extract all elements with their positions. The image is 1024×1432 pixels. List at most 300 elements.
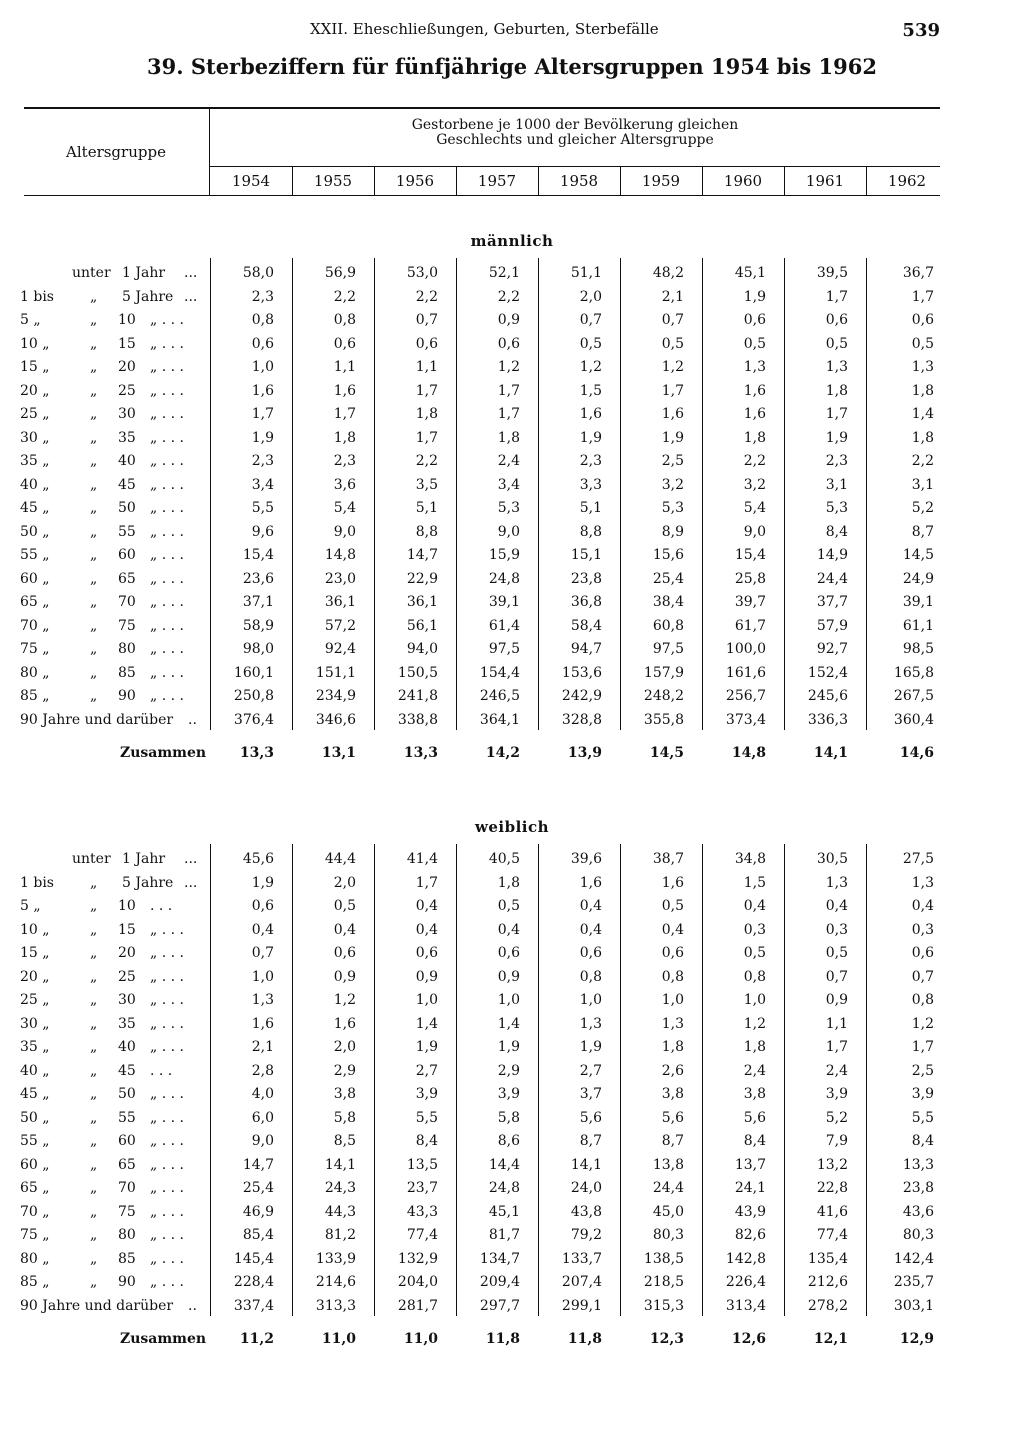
value-cell-1957: 11,8 — [485, 1331, 520, 1347]
value-cell-1956: 11,0 — [403, 1331, 438, 1347]
value-cell-1956: 13,3 — [403, 745, 438, 761]
table-row — [0, 662, 1024, 685]
value-cell-1956: 204,0 — [397, 1274, 438, 1290]
value-cell-1961: 57,9 — [816, 617, 848, 634]
age-group-label — [20, 497, 210, 520]
age-group-label — [20, 427, 210, 450]
leader-dots: „ . . . — [150, 476, 184, 493]
age-from: 80 „ — [20, 1250, 50, 1267]
value-cell-1954: 14,7 — [242, 1156, 274, 1173]
age-from: 50 „ — [20, 523, 50, 540]
value-cell-1959: 3,8 — [661, 1086, 684, 1102]
table-row — [0, 1201, 1024, 1224]
age-from: 5 „ — [20, 312, 41, 328]
year-divider — [784, 167, 785, 195]
value-cell-1955: 57,2 — [324, 617, 356, 634]
value-cell-1957: 5,8 — [497, 1109, 520, 1126]
value-cell-1959: 0,6 — [661, 945, 684, 961]
value-cell-1959: 2,5 — [661, 453, 684, 469]
value-cell-1957: 1,4 — [497, 1015, 520, 1032]
leader-dots: „ . . . — [150, 617, 184, 634]
value-cell-1959: 12,3 — [649, 1331, 684, 1347]
value-cell-1958: 11,8 — [567, 1331, 602, 1347]
value-cell-1956: 0,7 — [415, 312, 438, 328]
value-cell-1955: 0,6 — [333, 945, 356, 961]
year-divider — [456, 167, 457, 195]
value-cell-1961: 0,4 — [825, 898, 848, 914]
age-from: 20 „ — [20, 968, 50, 985]
value-cell-1956: 132,9 — [397, 1250, 438, 1267]
value-cell-1958: 1,6 — [579, 406, 602, 422]
table-row — [0, 1271, 1024, 1294]
value-cell-1958: 8,7 — [579, 1133, 602, 1149]
age-group-label — [20, 356, 210, 379]
value-cell-1954: 3,4 — [251, 476, 274, 493]
age-to: 70 — [118, 594, 136, 610]
value-cell-1958: 153,6 — [561, 664, 602, 681]
value-cell-1955: 0,9 — [333, 968, 356, 985]
value-cell-1956: 1,1 — [415, 359, 438, 375]
value-cell-1957: 81,7 — [488, 1227, 520, 1243]
value-cell-1958: 36,8 — [570, 594, 602, 610]
page-number: 539 — [902, 20, 940, 41]
value-cell-1960: 0,5 — [743, 335, 766, 352]
value-cell-1962: 1,4 — [911, 406, 934, 422]
value-cell-1955: 14,8 — [324, 547, 356, 563]
value-cell-1962: 267,5 — [893, 688, 934, 704]
value-cell-1956: 94,0 — [406, 641, 438, 657]
value-cell-1957: 364,1 — [479, 711, 520, 728]
value-cell-1955: 234,9 — [315, 688, 356, 704]
leader-dots: „ . . . — [150, 688, 184, 704]
value-cell-1962: 27,5 — [902, 851, 934, 867]
age-group-label — [20, 262, 210, 285]
leader-dots: „ . . . — [150, 500, 184, 516]
value-cell-1955: 214,6 — [315, 1274, 356, 1290]
value-cell-1954: 1,6 — [251, 1015, 274, 1032]
age-group-label — [20, 685, 210, 708]
age-from: 20 „ — [20, 382, 50, 399]
value-cell-1961: 336,3 — [807, 711, 848, 728]
leader-dots: „ . . . — [150, 1274, 184, 1290]
leader-dots: ... — [184, 874, 198, 891]
age-from: 85 „ — [20, 688, 50, 704]
value-cell-1958: 14,1 — [570, 1156, 602, 1173]
value-cell-1961: 13,2 — [816, 1156, 848, 1173]
value-cell-1956: 43,3 — [406, 1203, 438, 1220]
value-cell-1955: 24,3 — [324, 1180, 356, 1196]
age-from: 90 Jahre und darüber — [20, 711, 174, 728]
value-cell-1955: 11,0 — [321, 1331, 356, 1347]
value-cell-1960: 0,4 — [743, 898, 766, 914]
age-to: 65 — [118, 1156, 136, 1173]
value-cell-1954: 9,6 — [251, 523, 274, 540]
age-to: 80 — [118, 641, 136, 657]
value-cell-1960: 3,2 — [743, 476, 766, 493]
year-header-1961: 1961 — [805, 172, 845, 190]
value-cell-1955: 1,8 — [333, 429, 356, 446]
age-group-label — [20, 1036, 210, 1059]
value-cell-1962: 0,8 — [911, 992, 934, 1008]
value-cell-1955: 133,9 — [315, 1250, 356, 1267]
age-to: 85 — [118, 1250, 136, 1267]
total-label: Zusammen — [120, 745, 207, 761]
age-from: 30 „ — [20, 429, 50, 446]
value-cell-1956: 3,5 — [415, 476, 438, 493]
value-cell-1957: 154,4 — [479, 664, 520, 681]
value-cell-1958: 133,7 — [561, 1250, 602, 1267]
leader-dots: „ . . . — [150, 312, 184, 328]
value-cell-1955: 44,4 — [324, 851, 356, 867]
age-ditto: „ — [90, 1062, 98, 1079]
value-cell-1955: 1,7 — [333, 406, 356, 422]
age-group-label — [20, 942, 210, 965]
value-cell-1955: 14,1 — [324, 1156, 356, 1173]
value-cell-1959: 5,3 — [661, 500, 684, 516]
age-from: 60 „ — [20, 570, 50, 587]
body-divider — [456, 844, 457, 1316]
value-cell-1962: 13,3 — [902, 1156, 934, 1173]
value-cell-1954: 1,9 — [251, 429, 274, 446]
value-cell-1957: 1,7 — [497, 382, 520, 399]
age-to: 80 — [118, 1227, 136, 1243]
value-cell-1961: 8,4 — [825, 523, 848, 540]
value-cell-1956: 3,9 — [415, 1086, 438, 1102]
value-cell-1955: 0,6 — [333, 335, 356, 352]
value-cell-1954: 85,4 — [242, 1227, 274, 1243]
table-row — [0, 1130, 1024, 1153]
leader-dots: „ . . . — [150, 1086, 184, 1102]
value-cell-1958: 15,1 — [570, 547, 602, 563]
age-from: 30 „ — [20, 1015, 50, 1032]
value-cell-1957: 2,9 — [497, 1062, 520, 1079]
leader-dots: „ . . . — [150, 1180, 184, 1196]
age-group-label — [20, 1060, 210, 1083]
value-cell-1962: 1,8 — [911, 382, 934, 399]
value-cell-1954: 58,0 — [242, 265, 274, 281]
value-cell-1955: 23,0 — [324, 570, 356, 587]
value-cell-1959: 138,5 — [643, 1250, 684, 1267]
year-header-1960: 1960 — [723, 172, 763, 190]
leader-dots: „ . . . — [150, 406, 184, 422]
value-cell-1954: 228,4 — [233, 1274, 274, 1290]
leader-dots: ... — [184, 288, 198, 305]
value-cell-1958: 3,7 — [579, 1086, 602, 1102]
table-row — [0, 709, 1024, 732]
value-cell-1958: 2,0 — [579, 288, 602, 305]
value-cell-1961: 37,7 — [816, 594, 848, 610]
row-header-label: Altersgruppe — [66, 143, 166, 161]
value-cell-1954: 250,8 — [233, 688, 274, 704]
value-cell-1954: 0,7 — [251, 945, 274, 961]
age-to: 45 — [118, 1062, 136, 1079]
value-cell-1961: 1,7 — [825, 406, 848, 422]
leader-dots: „ . . . — [150, 1015, 184, 1032]
value-cell-1962: 24,9 — [902, 570, 934, 587]
value-cell-1958: 1,2 — [579, 359, 602, 375]
table-row — [0, 966, 1024, 989]
value-cell-1961: 1,7 — [825, 1039, 848, 1055]
leader-dots: „ . . . — [150, 664, 184, 681]
body-divider — [374, 258, 375, 730]
age-ditto: „ — [90, 359, 98, 375]
value-cell-1958: 3,3 — [579, 476, 602, 493]
age-to: 10 — [118, 312, 136, 328]
table-row — [0, 286, 1024, 309]
age-ditto: „ — [90, 688, 98, 704]
age-to: 55 — [118, 523, 136, 540]
age-from: 45 „ — [20, 500, 50, 516]
value-cell-1958: 0,7 — [579, 312, 602, 328]
age-group-label — [20, 380, 210, 403]
value-cell-1956: 0,9 — [415, 968, 438, 985]
age-to: 25 — [118, 968, 136, 985]
age-group-label — [20, 638, 210, 661]
caption-line-2: Geschlechts und gleicher Altersgruppe — [436, 132, 714, 148]
value-cell-1960: 142,8 — [725, 1250, 766, 1267]
age-to: 30 — [118, 406, 136, 422]
age-ditto: „ — [90, 992, 98, 1008]
value-cell-1962: 3,1 — [911, 476, 934, 493]
value-cell-1960: 226,4 — [725, 1274, 766, 1290]
age-ditto: „ — [90, 1250, 98, 1267]
leader-dots: „ . . . — [150, 359, 184, 375]
value-cell-1958: 299,1 — [561, 1297, 602, 1314]
table-row — [0, 895, 1024, 918]
value-cell-1960: 34,8 — [734, 851, 766, 867]
value-cell-1954: 15,4 — [242, 547, 274, 563]
value-cell-1959: 38,7 — [652, 851, 684, 867]
running-head — [0, 20, 1024, 42]
table-row — [0, 1177, 1024, 1200]
value-cell-1961: 2,4 — [825, 1062, 848, 1079]
value-cell-1955: 151,1 — [315, 664, 356, 681]
value-cell-1959: 14,5 — [649, 745, 684, 761]
value-cell-1959: 0,5 — [661, 898, 684, 914]
value-cell-1961: 5,2 — [825, 1109, 848, 1126]
value-cell-1961: 41,6 — [816, 1203, 848, 1220]
value-cell-1960: 9,0 — [743, 523, 766, 540]
year-header-rule — [210, 166, 940, 167]
value-cell-1961: 0,5 — [825, 945, 848, 961]
table-row — [0, 1083, 1024, 1106]
value-cell-1955: 44,3 — [324, 1203, 356, 1220]
value-cell-1962: 14,6 — [899, 745, 934, 761]
age-ditto: „ — [90, 1109, 98, 1126]
age-from: 1 bis — [20, 874, 54, 891]
value-cell-1956: 53,0 — [406, 265, 438, 281]
age-group-label — [20, 742, 210, 765]
value-cell-1955: 81,2 — [324, 1227, 356, 1243]
value-cell-1960: 161,6 — [725, 664, 766, 681]
row-header-cell — [24, 109, 208, 195]
value-cell-1954: 1,3 — [251, 992, 274, 1008]
value-cell-1954: 0,6 — [251, 335, 274, 352]
value-cell-1962: 1,7 — [911, 1039, 934, 1055]
leader-dots: „ . . . — [150, 547, 184, 563]
age-ditto: „ — [90, 1156, 98, 1173]
value-cell-1962: 5,2 — [911, 500, 934, 516]
leader-dots: „ . . . — [150, 968, 184, 985]
value-cell-1957: 0,9 — [497, 312, 520, 328]
value-cell-1962: 61,1 — [902, 617, 934, 634]
value-cell-1959: 248,2 — [643, 688, 684, 704]
age-ditto: „ — [90, 429, 98, 446]
value-cell-1960: 0,5 — [743, 945, 766, 961]
value-cell-1962: 303,1 — [893, 1297, 934, 1314]
value-cell-1957: 1,7 — [497, 406, 520, 422]
value-cell-1954: 13,3 — [239, 745, 274, 761]
value-cell-1954: 2,1 — [251, 1039, 274, 1055]
value-cell-1954: 0,8 — [251, 312, 274, 328]
age-group-label — [20, 1248, 210, 1271]
age-to: 50 — [118, 500, 136, 516]
age-to: 45 — [118, 476, 136, 493]
table-row — [0, 591, 1024, 614]
value-cell-1960: 1,8 — [743, 1039, 766, 1055]
table-row — [0, 474, 1024, 497]
value-cell-1955: 346,6 — [315, 711, 356, 728]
value-cell-1957: 0,9 — [497, 968, 520, 985]
age-from: 55 „ — [20, 547, 50, 563]
value-cell-1954: 1,0 — [251, 968, 274, 985]
value-cell-1959: 25,4 — [652, 570, 684, 587]
header-divider — [209, 109, 210, 195]
value-cell-1954: 23,6 — [242, 570, 274, 587]
age-ditto: „ — [90, 617, 98, 634]
age-ditto: „ — [90, 1133, 98, 1149]
value-cell-1961: 1,9 — [825, 429, 848, 446]
age-from: 60 „ — [20, 1156, 50, 1173]
body-divider — [456, 258, 457, 730]
value-cell-1959: 15,6 — [652, 547, 684, 563]
leader-dots: „ . . . — [150, 453, 184, 469]
leader-dots: ... — [184, 265, 198, 281]
value-cell-1957: 0,5 — [497, 898, 520, 914]
value-cell-1958: 51,1 — [570, 265, 602, 281]
value-cell-1957: 14,2 — [485, 745, 520, 761]
value-cell-1960: 5,6 — [743, 1109, 766, 1126]
table-row — [0, 262, 1024, 285]
value-cell-1957: 24,8 — [488, 1180, 520, 1196]
age-ditto: „ — [90, 570, 98, 587]
age-group-label — [20, 1154, 210, 1177]
table-row — [0, 1036, 1024, 1059]
value-cell-1956: 41,4 — [406, 851, 438, 867]
body-divider — [210, 844, 211, 1316]
value-cell-1959: 24,4 — [652, 1180, 684, 1196]
age-to: 50 — [118, 1086, 136, 1102]
age-to: 15 — [118, 921, 136, 938]
value-cell-1958: 5,6 — [579, 1109, 602, 1126]
total-row — [0, 742, 1024, 765]
value-cell-1961: 0,5 — [825, 335, 848, 352]
leader-dots: „ . . . — [150, 1227, 184, 1243]
value-cell-1959: 315,3 — [643, 1297, 684, 1314]
age-to: 40 — [118, 1039, 136, 1055]
value-cell-1962: 39,1 — [902, 594, 934, 610]
age-ditto: „ — [90, 288, 98, 305]
table-row — [0, 989, 1024, 1012]
value-cell-1962: 1,3 — [911, 359, 934, 375]
value-cell-1956: 36,1 — [406, 594, 438, 610]
value-cell-1956: 281,7 — [397, 1297, 438, 1314]
value-cell-1955: 1,1 — [333, 359, 356, 375]
value-cell-1955: 2,9 — [333, 1062, 356, 1079]
value-cell-1956: 13,5 — [406, 1156, 438, 1173]
value-cell-1955: 2,0 — [333, 874, 356, 891]
value-cell-1955: 3,8 — [333, 1086, 356, 1102]
age-group-label — [20, 333, 210, 356]
value-cell-1959: 1,6 — [661, 874, 684, 891]
table-row — [0, 521, 1024, 544]
value-cell-1954: 2,3 — [251, 453, 274, 469]
age-to: 35 — [118, 429, 136, 446]
table-row — [0, 919, 1024, 942]
value-cell-1957: 0,4 — [497, 921, 520, 938]
value-cell-1959: 1,3 — [661, 1015, 684, 1032]
value-cell-1961: 12,1 — [813, 1331, 848, 1347]
value-cell-1958: 5,1 — [579, 500, 602, 516]
value-cell-1959: 5,6 — [661, 1109, 684, 1126]
value-cell-1961: 14,9 — [816, 547, 848, 563]
value-cell-1962: 12,9 — [899, 1331, 934, 1347]
value-cell-1957: 209,4 — [479, 1274, 520, 1290]
value-cell-1957: 15,9 — [488, 547, 520, 563]
value-cell-1957: 3,9 — [497, 1086, 520, 1102]
value-cell-1961: 245,6 — [807, 688, 848, 704]
age-to: 75 — [118, 1203, 136, 1220]
value-cell-1957: 134,7 — [479, 1250, 520, 1267]
age-group-label — [20, 1201, 210, 1224]
value-cell-1955: 13,1 — [321, 745, 356, 761]
leader-dots: „ . . . — [150, 1109, 184, 1126]
leader-dots: „ . . . — [150, 570, 184, 587]
value-cell-1956: 8,4 — [415, 1133, 438, 1149]
value-cell-1961: 135,4 — [807, 1250, 848, 1267]
body-divider — [538, 844, 539, 1316]
age-group-label — [20, 662, 210, 685]
table-row — [0, 1154, 1024, 1177]
value-cell-1959: 1,8 — [661, 1039, 684, 1055]
value-cell-1960: 0,8 — [743, 968, 766, 985]
value-cell-1962: 0,6 — [911, 945, 934, 961]
year-header-1957: 1957 — [477, 172, 517, 190]
value-cell-1962: 0,3 — [911, 921, 934, 938]
value-cell-1959: 8,7 — [661, 1133, 684, 1149]
table-row — [0, 309, 1024, 332]
age-from: 40 „ — [20, 1062, 50, 1079]
value-cell-1954: 1,7 — [251, 406, 274, 422]
leader-dots: „ . . . — [150, 1156, 184, 1173]
value-cell-1958: 94,7 — [570, 641, 602, 657]
value-cell-1960: 0,6 — [743, 312, 766, 328]
value-cell-1959: 8,9 — [661, 523, 684, 540]
body-divider — [620, 258, 621, 730]
value-cell-1958: 0,6 — [579, 945, 602, 961]
section-label: weiblich — [474, 818, 550, 836]
value-cell-1957: 97,5 — [488, 641, 520, 657]
value-cell-1960: 1,0 — [743, 992, 766, 1008]
value-cell-1959: 1,2 — [661, 359, 684, 375]
value-cell-1959: 45,0 — [652, 1203, 684, 1220]
age-ditto: „ — [90, 406, 98, 422]
value-cell-1959: 2,1 — [661, 288, 684, 305]
value-cell-1960: 256,7 — [725, 688, 766, 704]
age-to: 65 — [118, 570, 136, 587]
age-group-label — [20, 895, 210, 918]
age-ditto: 1 Jahr — [122, 265, 166, 281]
